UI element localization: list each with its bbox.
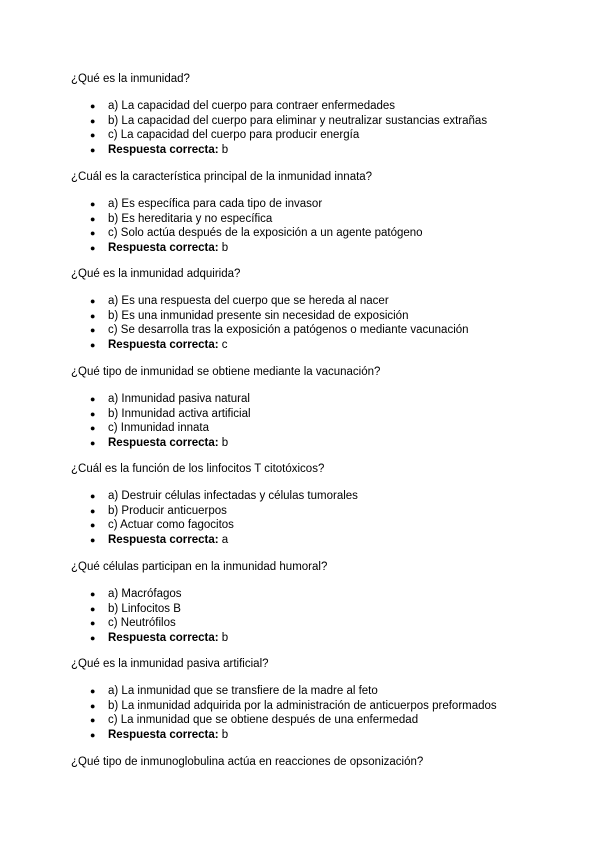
answer-value: b [221, 143, 229, 156]
bullet-icon: ● [90, 144, 96, 155]
option-1b: ● b) La capacidad del cuerpo para eliminar y neutralizar sustancias extrañas [90, 114, 488, 127]
option-4c: ● c) Inmunidad innata [90, 422, 210, 434]
answer-label: Respuesta correcta: [108, 241, 219, 254]
answer-6 [90, 631, 228, 646]
option-6b: ● b) Linfocitos B [90, 602, 181, 615]
options-list-5 [90, 489, 358, 547]
bullet-icon: ● [90, 130, 96, 140]
bullet-icon: ● [90, 101, 96, 111]
question-5: ¿Cuál es la función de los linfocitos T citotóxicos? [71, 463, 325, 475]
bullet-icon: ● [90, 408, 96, 419]
bullet-icon: ● [90, 632, 96, 643]
option-1c: ● c) La capacidad del cuerpo para producir energía [90, 129, 360, 141]
option-3c: ● c) Se desarrolla tras la exposición a patógenos o mediante vacunación [90, 324, 469, 336]
bullet-icon: ● [90, 534, 96, 545]
bullet-icon: ● [90, 589, 96, 599]
answer-value: c [221, 338, 228, 351]
option-7a: ● a) La inmunidad que se transfiere de la madre al feto [90, 685, 378, 697]
question-7: ¿Qué es la inmunidad pasiva artificial? [71, 658, 269, 670]
bullet-icon: ● [90, 199, 96, 209]
options-list-2 [90, 197, 423, 255]
bullet-icon: ● [90, 686, 96, 696]
answer-7 [90, 728, 497, 743]
option-4a: ● a) Inmunidad pasiva natural [90, 393, 250, 405]
bullet-icon: ● [90, 325, 96, 335]
bullet-icon: ● [90, 603, 96, 614]
bullet-icon: ● [90, 618, 96, 628]
answer-label: Respuesta correcta: [108, 533, 219, 546]
bullet-icon: ● [90, 115, 96, 126]
answer-4 [90, 436, 251, 451]
option-3b: ● b) Es una inmunidad presente sin necesidad de exposición [90, 309, 409, 322]
question-6: ¿Qué células participan en la inmunidad humoral? [71, 561, 328, 573]
option-2b: ● b) Es hereditaria y no específica [90, 212, 273, 225]
options-list-3 [90, 294, 469, 352]
answer-label: Respuesta correcta: [108, 143, 219, 156]
options-list-7 [90, 684, 497, 742]
bullet-icon: ● [90, 700, 96, 711]
answer-value: b [221, 631, 229, 644]
answer-label: Respuesta correcta: [108, 338, 219, 351]
answer-value: b [221, 241, 229, 254]
bullet-icon: ● [90, 491, 96, 501]
question-2: ¿Cuál es la característica principal de la inmunidad innata? [71, 171, 373, 183]
answer-2 [90, 241, 423, 256]
option-2c: ● c) Solo actúa después de la exposición a un agente patógeno [90, 227, 423, 239]
answer-value: b [221, 436, 229, 449]
answer-1 [90, 143, 487, 158]
option-5c: ● c) Actuar como fagocitos [90, 519, 234, 531]
answer-label: Respuesta correcta: [108, 631, 219, 644]
question-4: ¿Qué tipo de inmunidad se obtiene mediante la vacunación? [71, 366, 381, 378]
answer-label: Respuesta correcta: [108, 728, 219, 741]
option-7b: ● b) La inmunidad adquirida por la administración de anticuerpos preformados [90, 699, 497, 712]
option-5a: ● a) Destruir células infectadas y células tumorales [90, 490, 358, 502]
option-7c: ● c) La inmunidad que se obtiene después de una enfermedad [90, 714, 419, 726]
question-8: ¿Qué tipo de inmunoglobulina actúa en reacciones de opsonización? [71, 756, 424, 768]
bullet-icon: ● [90, 520, 96, 530]
options-list-6 [90, 587, 228, 645]
answer-5 [90, 533, 358, 548]
bullet-icon: ● [90, 729, 96, 740]
bullet-icon: ● [90, 437, 96, 448]
bullet-icon: ● [90, 296, 96, 306]
option-4b: ● b) Inmunidad activa artificial [90, 407, 251, 420]
answer-label: Respuesta correcta: [108, 436, 219, 449]
question-3: ¿Qué es la inmunidad adquirida? [71, 268, 241, 280]
bullet-icon: ● [90, 715, 96, 725]
bullet-icon: ● [90, 423, 96, 433]
bullet-icon: ● [90, 228, 96, 238]
option-3a: ● a) Es una respuesta del cuerpo que se hereda al nacer [90, 295, 389, 307]
bullet-icon: ● [90, 242, 96, 253]
option-1a: ● a) La capacidad del cuerpo para contraer enfermedades [90, 100, 396, 112]
option-6c: ● c) Neutrófilos [90, 617, 176, 629]
bullet-icon: ● [90, 310, 96, 321]
answer-3 [90, 338, 469, 353]
answer-value: b [221, 728, 229, 741]
options-list-1 [90, 99, 487, 157]
option-6a: ● a) Macrófagos [90, 588, 182, 600]
answer-value: a [221, 533, 229, 546]
bullet-icon: ● [90, 505, 96, 516]
question-1: ¿Qué es la inmunidad? [71, 73, 190, 85]
options-list-4 [90, 392, 251, 450]
bullet-icon: ● [90, 213, 96, 224]
option-5b: ● b) Producir anticuerpos [90, 504, 227, 517]
bullet-icon: ● [90, 339, 96, 350]
bullet-icon: ● [90, 394, 96, 404]
option-2a: ● a) Es específica para cada tipo de invasor [90, 198, 323, 210]
